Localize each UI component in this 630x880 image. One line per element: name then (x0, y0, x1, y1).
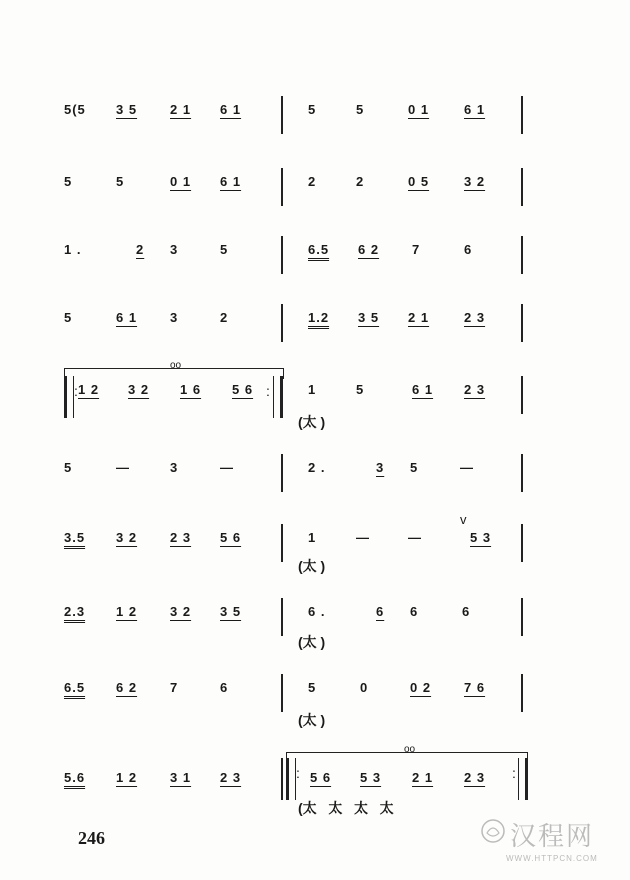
note-group: 3 (170, 460, 179, 475)
note-group: 3 2 (464, 174, 486, 189)
staff-row-2 (60, 168, 530, 228)
staff-row-5 (60, 360, 530, 436)
note-group: 6 1 (464, 102, 486, 117)
note-group: 2 3 (464, 382, 486, 397)
page-number: 246 (78, 828, 105, 848)
staff-row-7 (60, 512, 530, 584)
note-group: 2 . (308, 460, 326, 475)
note-group: 6 1 (220, 174, 242, 189)
note-group: 1 (308, 382, 317, 397)
note-group: 2 3 (464, 770, 486, 785)
lyric-line: (太 太 太 太 (298, 800, 394, 816)
note-group: 1 2 (116, 770, 138, 785)
note-group: 5 (356, 102, 365, 117)
note-group: 2 1 (412, 770, 434, 785)
note-group: 2 1 (170, 102, 192, 117)
barline (281, 758, 283, 800)
note-group: 6 1 (220, 102, 242, 117)
note-group: 3.5 (64, 530, 86, 545)
note-group: 5 (64, 310, 73, 325)
note-group: 2 1 (408, 310, 430, 325)
barline (281, 598, 283, 636)
note-group: — (460, 460, 474, 475)
lyric-line: (太 ) (298, 634, 326, 650)
note-group: 5 (410, 460, 419, 475)
note-group: 5 6 (310, 770, 332, 785)
note-group: 6 1 (116, 310, 138, 325)
watermark-logo-icon (480, 818, 506, 844)
breath-mark: v (460, 512, 468, 527)
note-group: 5 (308, 680, 317, 695)
repeat-dots: : (74, 383, 78, 399)
note-group: 6 (410, 604, 419, 619)
note-group: 5 (356, 382, 365, 397)
note-group: — (356, 530, 370, 545)
barline (281, 168, 283, 206)
barline (521, 524, 523, 562)
note-group: — (116, 460, 130, 475)
repeat-end-barline (273, 376, 283, 418)
repeat-start-barline (64, 376, 74, 418)
watermark (478, 812, 628, 872)
barline (521, 236, 523, 274)
repeat-dots: : (296, 765, 300, 781)
note-group: 6 . (308, 604, 326, 619)
staff-row-3 (60, 236, 530, 296)
note-group: 1.2 (308, 310, 330, 325)
barline (521, 96, 523, 134)
note-group: 5 6 (232, 382, 254, 397)
barline (281, 674, 283, 712)
note-group: 3 (170, 310, 179, 325)
barline (521, 304, 523, 342)
barline (521, 454, 523, 492)
note-group: 7 (412, 242, 421, 257)
note-group: 2 (356, 174, 365, 189)
note-group: 6 1 (412, 382, 434, 397)
note-group: 5 (308, 102, 317, 117)
note-group: 6 2 (116, 680, 138, 695)
repeat-oo-mark: oo (170, 360, 182, 371)
note-group: 1 2 (116, 604, 138, 619)
note-group: 6.5 (64, 680, 86, 695)
note-group: 0 5 (408, 174, 430, 189)
note-group: 2 (308, 174, 317, 189)
barline (281, 236, 283, 274)
staff-row-10 (60, 744, 530, 824)
note-group: 5 6 (220, 530, 242, 545)
note-group: 1 6 (180, 382, 202, 397)
note-group: 5 3 (360, 770, 382, 785)
note-group: 1 2 (78, 382, 100, 397)
staff-row-9 (60, 674, 530, 734)
note-group: 7 6 (464, 680, 486, 695)
note-group: 3 2 (116, 530, 138, 545)
note-group: 5(5 (64, 102, 86, 117)
watermark-text: 汉程网 (510, 821, 595, 851)
note-group: 5.6 (64, 770, 86, 785)
repeat-dots: : (266, 383, 270, 399)
note-group: 0 1 (408, 102, 430, 117)
note-group: 3 2 (170, 604, 192, 619)
note-group: 3 (376, 460, 385, 475)
barline (281, 96, 283, 134)
note-group: — (408, 530, 422, 545)
note-group: 2 3 (464, 310, 486, 325)
barline (281, 524, 283, 562)
note-group: 1 (308, 530, 317, 545)
staff-row-6 (60, 454, 530, 514)
repeat-dots: : (512, 765, 516, 781)
staff-row-1 (60, 96, 530, 156)
lyric-line: (太 ) (298, 558, 326, 574)
lyric-line: (太 ) (298, 414, 326, 430)
note-group: 5 3 (470, 530, 492, 545)
repeat-end-barline (518, 758, 528, 800)
note-group: 2.3 (64, 604, 86, 619)
barline (521, 598, 523, 636)
note-group: 0 1 (170, 174, 192, 189)
staff-row-8 (60, 598, 530, 658)
note-group: 5 (64, 174, 73, 189)
barline (281, 304, 283, 342)
note-group: 5 (64, 460, 73, 475)
note-group: 7 (170, 680, 179, 695)
note-group: 0 2 (410, 680, 432, 695)
barline (521, 376, 523, 414)
barline (521, 674, 523, 712)
note-group: 6 (376, 604, 385, 619)
note-group: 3 2 (128, 382, 150, 397)
note-group: 3 (170, 242, 179, 257)
note-group: 2 3 (220, 770, 242, 785)
note-group: 3 5 (220, 604, 242, 619)
repeat-oo-mark: oo (404, 744, 416, 755)
note-group: 5 (116, 174, 125, 189)
note-group: — (220, 460, 234, 475)
watermark-url: WWW.HTTPCN.COM (506, 854, 598, 863)
note-group: 6 2 (358, 242, 380, 257)
note-group: 6 (220, 680, 229, 695)
note-group: 5 (220, 242, 229, 257)
repeat-start-barline (286, 758, 296, 800)
note-group: 1 . (64, 242, 82, 257)
note-group: 6.5 (308, 242, 330, 257)
note-group: 0 (360, 680, 369, 695)
note-group: 3 1 (170, 770, 192, 785)
note-group: 2 3 (170, 530, 192, 545)
barline (521, 168, 523, 206)
staff-row-4 (60, 304, 530, 364)
note-group: 2 (136, 242, 145, 257)
note-group: 6 (464, 242, 473, 257)
note-group: 6 (462, 604, 471, 619)
note-group: 2 (220, 310, 229, 325)
note-group: 3 5 (116, 102, 138, 117)
lyric-line: (太 ) (298, 712, 326, 728)
note-group: 3 5 (358, 310, 380, 325)
barline (281, 454, 283, 492)
